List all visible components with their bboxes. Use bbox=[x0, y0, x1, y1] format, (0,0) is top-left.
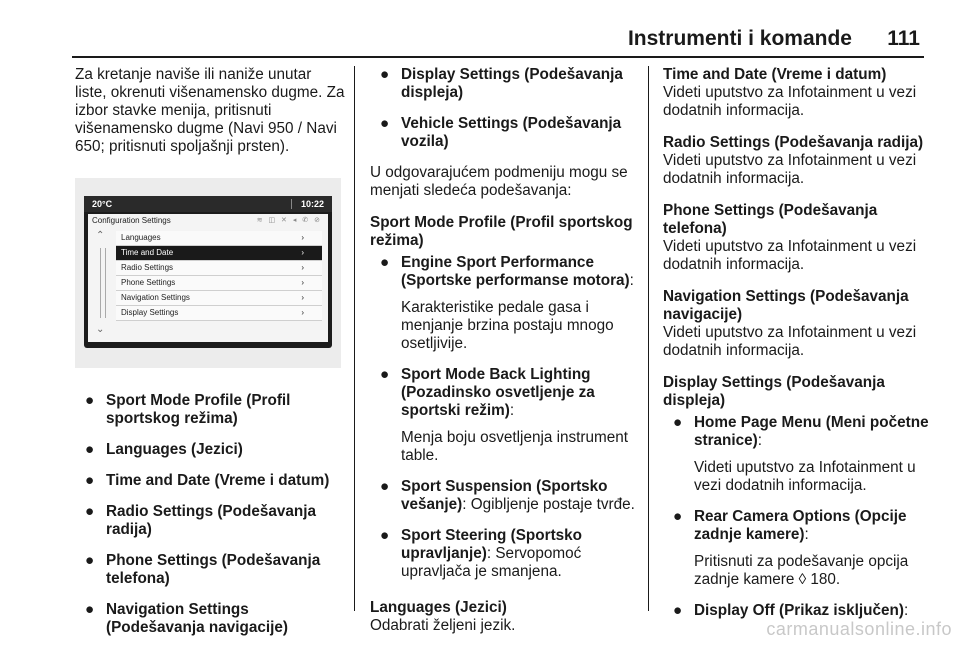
chevron-right-icon: › bbox=[301, 278, 304, 287]
page-title: Instrumenti i komande bbox=[627, 27, 852, 50]
column-3 bbox=[663, 66, 931, 633]
status-icons: ≋ ◫ ✕ ◂ ✆ ⊘ bbox=[256, 217, 322, 224]
list-item bbox=[663, 602, 931, 620]
chevron-right-icon: › bbox=[301, 308, 304, 317]
list-item bbox=[370, 66, 642, 102]
bullet-description: Karakteristike pedale gasa i menjanje brzina postaju mnogo osetljivije. bbox=[401, 299, 614, 352]
list-item bbox=[75, 392, 345, 428]
screen-title: Configuration Settings bbox=[92, 216, 171, 225]
footer-watermark: carmanualsonline.info bbox=[766, 619, 952, 639]
page-reference-icon: ◊ bbox=[798, 571, 807, 588]
bullet-description: Menja boju osvetljenja instrument table. bbox=[401, 429, 629, 464]
bullet-label: Languages (Jezici) bbox=[106, 441, 243, 458]
bullet-label: Display Settings (Podešavanja displeja) bbox=[401, 66, 623, 101]
submenu-intro: U odgovarajućem podmeniju mogu se menjati sledeća podešavanja: bbox=[370, 164, 628, 199]
section-text: Videti uputstvo za Infotainment u vezi dodatnih informacija. bbox=[663, 238, 917, 273]
settings-list bbox=[116, 231, 322, 321]
colon: : bbox=[757, 432, 763, 449]
settings-item-label: Phone Settings bbox=[121, 278, 176, 287]
screen-figure bbox=[75, 178, 341, 368]
bullet-label: Home Page Menu (Meni početne stranice) bbox=[694, 414, 929, 449]
section-text: Videti uputstvo za Infotainment u vezi dodatnih informacija. bbox=[663, 84, 917, 119]
screen-body bbox=[88, 214, 328, 342]
settings-item-label: Time and Date bbox=[121, 248, 174, 257]
page-reference: 180. bbox=[810, 571, 841, 588]
bullet-dot: ● bbox=[85, 503, 95, 520]
section-text: Odabrati željeni jezik. bbox=[370, 617, 516, 634]
settings-item bbox=[116, 231, 322, 246]
bullet-dot: ● bbox=[673, 508, 683, 525]
settings-section bbox=[663, 202, 931, 274]
bullet-label: Vehicle Settings (Podešavanja vozila) bbox=[401, 115, 622, 150]
list-item bbox=[370, 254, 642, 353]
settings-item-selected bbox=[116, 246, 322, 261]
settings-item bbox=[116, 276, 322, 291]
colon: : bbox=[462, 496, 467, 513]
section-text: Videti uputstvo za Infotainment u vezi dodatnih informacija. bbox=[663, 324, 917, 359]
bullet-dot: ● bbox=[85, 552, 95, 569]
scrollbar-track bbox=[100, 248, 106, 318]
bullet-label: Rear Camera Options (Opcije zadnje kamere) bbox=[694, 508, 907, 543]
settings-item bbox=[116, 291, 322, 306]
settings-item-label: Languages bbox=[121, 233, 161, 242]
bullet-label: Sport Mode Profile (Profil sportskog režima) bbox=[106, 392, 291, 427]
bullet-dot: ● bbox=[380, 527, 390, 544]
settings-item-label: Radio Settings bbox=[121, 263, 174, 272]
chevron-right-icon: › bbox=[301, 263, 304, 272]
chevron-right-icon: › bbox=[301, 248, 304, 257]
bullet-dot: ● bbox=[380, 254, 390, 271]
clock-readout: 10:22 bbox=[300, 199, 324, 209]
list-item bbox=[663, 414, 931, 495]
temperature-readout: 20°C bbox=[92, 199, 113, 209]
list-item bbox=[75, 472, 345, 490]
settings-item bbox=[116, 306, 322, 321]
section-text: Videti uputstvo za Infotainment u vezi dodatnih informacija. bbox=[663, 152, 917, 187]
colon: : bbox=[903, 602, 909, 619]
bullet-description bbox=[694, 553, 931, 589]
header-rule bbox=[72, 56, 924, 58]
bullet-label: Display Off (Prikaz isključen) bbox=[694, 602, 904, 619]
bullet-dot: ● bbox=[380, 115, 390, 132]
bullet-dot: ● bbox=[85, 441, 95, 458]
colon: : bbox=[509, 402, 515, 419]
bullet-label: Radio Settings (Podešavanja radija) bbox=[106, 503, 316, 538]
settings-item-label: Navigation Settings bbox=[121, 293, 190, 302]
bullet-dot: ● bbox=[380, 66, 390, 83]
settings-section bbox=[663, 66, 931, 120]
bullet-label: Sport Suspension (Sportsko vešanje) bbox=[401, 478, 608, 513]
bullet-inline-text: Servopomoć upravljača je smanjena. bbox=[401, 545, 582, 580]
bullet-dot: ● bbox=[85, 472, 95, 489]
settings-section bbox=[663, 134, 931, 188]
list-item bbox=[75, 503, 345, 539]
section-heading: Navigation Settings (Podešavanja navigacije) bbox=[663, 288, 909, 323]
bullet-description: Videti uputstvo za Infotainment u vezi dodatnih informacija. bbox=[694, 459, 916, 494]
page-number: 111 bbox=[887, 27, 920, 50]
screen-top-bar bbox=[84, 196, 332, 212]
infotainment-screen bbox=[84, 196, 332, 348]
list-item bbox=[370, 115, 642, 151]
bullet-dot: ● bbox=[380, 366, 390, 383]
section-heading: Time and Date (Vreme i datum) bbox=[663, 66, 887, 83]
description-text: Pritisnuti za podešavanje opcija zadnje kamere bbox=[694, 553, 909, 588]
section-heading: Display Settings (Podešavanja displeja) bbox=[663, 374, 885, 409]
page-header bbox=[0, 0, 960, 60]
settings-item bbox=[116, 261, 322, 276]
bullet-dot: ● bbox=[380, 478, 390, 495]
intro-paragraph: Za kretanje naviše ili naniže unutar liste, okrenuti višenamensko dugme. Za izbor stavke menija, pritisnuti višenamensko dugme (Navi 950 / Navi 650; pritisnuti spoljašnji prsten). bbox=[75, 66, 345, 155]
column-divider bbox=[354, 66, 355, 611]
scroll-down-icon: ⌄ bbox=[96, 324, 105, 335]
bullet-dot: ● bbox=[85, 392, 95, 409]
chevron-right-icon: › bbox=[301, 293, 304, 302]
list-item bbox=[75, 552, 345, 588]
list-item bbox=[663, 508, 931, 589]
section-heading: Languages (Jezici) bbox=[370, 599, 507, 616]
settings-section bbox=[663, 288, 931, 360]
top-bar-separator bbox=[291, 199, 292, 209]
bullet-dot: ● bbox=[673, 414, 683, 431]
colon: : bbox=[804, 526, 809, 543]
bullet-dot: ● bbox=[85, 601, 95, 618]
bullet-label: Sport Steering (Sportsko upravljanje) bbox=[401, 527, 583, 562]
column-2 bbox=[370, 66, 642, 635]
section-heading: Radio Settings (Podešavanja radija) bbox=[663, 134, 924, 151]
column-divider bbox=[648, 66, 649, 611]
section-heading: Phone Settings (Podešavanja telefona) bbox=[663, 202, 878, 237]
bullet-label: Sport Mode Back Lighting (Pozadinsko osvetljenje za sportski režim) bbox=[401, 366, 595, 419]
chevron-right-icon: › bbox=[301, 233, 304, 242]
bullet-label: Time and Date (Vreme i datum) bbox=[106, 472, 330, 489]
colon: : bbox=[486, 545, 492, 562]
list-item bbox=[75, 601, 345, 637]
bullet-inline-text: Ogibljenje postaje tvrđe. bbox=[470, 496, 635, 513]
bullet-label: Phone Settings (Podešavanja telefona) bbox=[106, 552, 321, 587]
bullet-label: Navigation Settings (Podešavanja navigacije) bbox=[106, 601, 288, 636]
bullet-label: Engine Sport Performance (Sportske performanse motora) bbox=[401, 254, 630, 289]
list-item bbox=[370, 527, 642, 581]
bullet-dot: ● bbox=[673, 602, 683, 619]
section-heading: Sport Mode Profile (Profil sportskog režima) bbox=[370, 214, 633, 249]
list-item bbox=[75, 441, 345, 459]
list-item bbox=[370, 366, 642, 465]
list-item bbox=[370, 478, 642, 514]
scroll-up-icon: ⌃ bbox=[96, 230, 105, 241]
settings-item-label: Display Settings bbox=[121, 308, 179, 317]
colon: : bbox=[629, 272, 634, 289]
